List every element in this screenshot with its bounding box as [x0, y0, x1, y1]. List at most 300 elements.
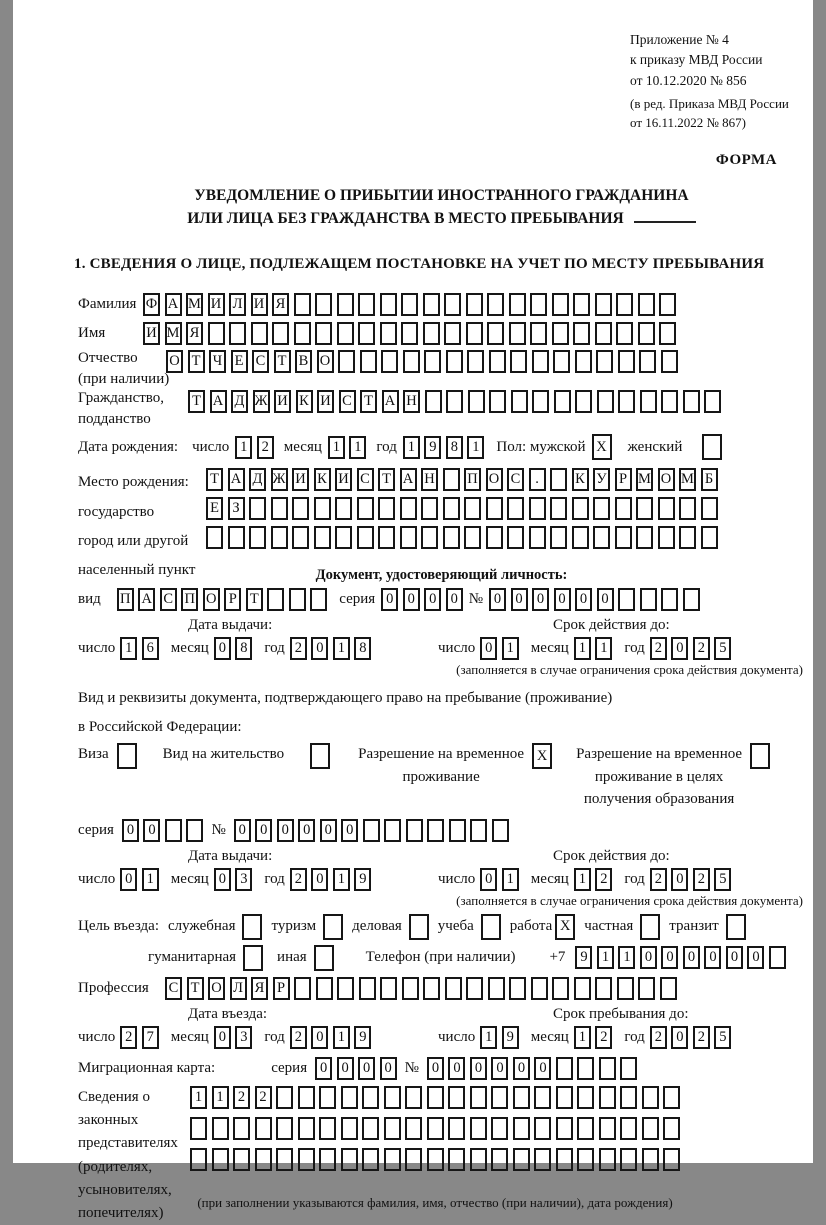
form-cell[interactable] — [190, 1148, 207, 1171]
form-cell[interactable] — [400, 526, 417, 549]
form-cell[interactable] — [660, 977, 677, 1000]
form-cell[interactable]: 9 — [502, 1026, 519, 1049]
form-cell[interactable]: 8 — [354, 637, 371, 660]
form-cell[interactable] — [294, 977, 311, 1000]
form-cell[interactable] — [380, 977, 397, 1000]
form-cell[interactable]: 1 — [480, 1026, 497, 1049]
form-cell[interactable] — [620, 1057, 637, 1080]
form-cell[interactable] — [750, 743, 770, 769]
form-cell[interactable]: 1 — [574, 1026, 591, 1049]
form-cell[interactable] — [487, 293, 504, 316]
form-cell[interactable]: Л — [230, 977, 247, 1000]
form-cell[interactable] — [556, 1148, 573, 1171]
form-cell[interactable]: 0 — [489, 588, 506, 611]
form-cell[interactable] — [464, 526, 481, 549]
form-cell[interactable] — [449, 819, 466, 842]
form-cell[interactable] — [421, 497, 438, 520]
form-cell[interactable] — [298, 1117, 315, 1140]
form-cell[interactable] — [550, 526, 567, 549]
form-cell[interactable] — [642, 1117, 659, 1140]
form-cell[interactable]: Л — [229, 293, 246, 316]
form-cell[interactable] — [620, 1148, 637, 1171]
form-cell[interactable] — [448, 1148, 465, 1171]
form-cell[interactable]: 0 — [214, 868, 231, 891]
form-cell[interactable]: Т — [187, 977, 204, 1000]
form-cell[interactable] — [487, 322, 504, 345]
form-cell[interactable]: 0 — [424, 588, 441, 611]
form-cell[interactable]: 0 — [277, 819, 294, 842]
form-cell[interactable] — [704, 390, 721, 413]
form-cell[interactable]: 0 — [311, 868, 328, 891]
form-cell[interactable] — [531, 977, 548, 1000]
form-cell[interactable] — [532, 350, 549, 373]
form-cell[interactable]: 0 — [511, 588, 528, 611]
form-cell[interactable] — [552, 293, 569, 316]
form-cell[interactable] — [400, 497, 417, 520]
form-cell[interactable]: 2 — [120, 1026, 137, 1049]
form-cell[interactable]: 2 — [693, 868, 710, 891]
form-cell[interactable] — [294, 322, 311, 345]
form-cell[interactable] — [618, 390, 635, 413]
form-cell[interactable] — [405, 1117, 422, 1140]
form-cell[interactable]: 1 — [597, 946, 614, 969]
form-cell[interactable]: 9 — [424, 436, 441, 459]
form-cell[interactable] — [337, 293, 354, 316]
form-cell[interactable]: П — [181, 588, 198, 611]
form-cell[interactable] — [448, 1086, 465, 1109]
form-cell[interactable]: 0 — [480, 868, 497, 891]
form-cell[interactable]: А — [138, 588, 155, 611]
form-cell[interactable] — [405, 1086, 422, 1109]
form-cell[interactable] — [529, 497, 546, 520]
form-cell[interactable] — [599, 1057, 616, 1080]
form-cell[interactable] — [384, 1117, 401, 1140]
form-cell[interactable]: А — [228, 468, 245, 491]
form-cell[interactable] — [276, 1148, 293, 1171]
form-cell[interactable] — [406, 819, 423, 842]
form-cell[interactable] — [289, 588, 306, 611]
form-cell[interactable] — [314, 526, 331, 549]
form-cell[interactable]: . — [529, 468, 546, 491]
form-cell[interactable]: 2 — [693, 637, 710, 660]
form-cell[interactable]: У — [593, 468, 610, 491]
form-cell[interactable] — [489, 350, 506, 373]
form-cell[interactable] — [401, 322, 418, 345]
form-cell[interactable] — [679, 497, 696, 520]
form-cell[interactable]: 0 — [704, 946, 721, 969]
form-cell[interactable] — [310, 743, 330, 769]
form-cell[interactable] — [618, 588, 635, 611]
form-cell[interactable] — [661, 350, 678, 373]
form-cell[interactable] — [298, 1148, 315, 1171]
form-cell[interactable]: 0 — [427, 1057, 444, 1080]
form-cell[interactable]: 5 — [714, 1026, 731, 1049]
form-cell[interactable]: О — [208, 977, 225, 1000]
form-cell[interactable] — [423, 293, 440, 316]
form-cell[interactable]: 2 — [257, 436, 274, 459]
form-cell[interactable] — [186, 819, 203, 842]
form-cell[interactable]: С — [165, 977, 182, 1000]
form-cell[interactable]: З — [228, 497, 245, 520]
form-cell[interactable] — [491, 1148, 508, 1171]
form-cell[interactable] — [488, 977, 505, 1000]
form-cell[interactable]: X — [555, 914, 575, 940]
form-cell[interactable]: И — [317, 390, 334, 413]
form-cell[interactable]: 0 — [683, 946, 700, 969]
form-cell[interactable] — [384, 819, 401, 842]
form-cell[interactable]: С — [252, 350, 269, 373]
form-cell[interactable] — [726, 914, 746, 940]
form-cell[interactable]: 1 — [574, 637, 591, 660]
form-cell[interactable]: Д — [231, 390, 248, 413]
form-cell[interactable]: 0 — [726, 946, 743, 969]
form-cell[interactable]: 0 — [214, 637, 231, 660]
form-cell[interactable] — [481, 914, 501, 940]
form-cell[interactable] — [529, 526, 546, 549]
form-cell[interactable] — [513, 1086, 530, 1109]
form-cell[interactable] — [661, 588, 678, 611]
form-cell[interactable] — [233, 1117, 250, 1140]
form-cell[interactable] — [552, 322, 569, 345]
form-cell[interactable] — [323, 914, 343, 940]
form-cell[interactable] — [492, 819, 509, 842]
form-cell[interactable] — [572, 526, 589, 549]
form-cell[interactable] — [468, 390, 485, 413]
form-cell[interactable] — [617, 977, 634, 1000]
form-cell[interactable] — [683, 390, 700, 413]
form-cell[interactable] — [769, 946, 786, 969]
form-cell[interactable] — [513, 1148, 530, 1171]
form-cell[interactable] — [534, 1117, 551, 1140]
form-cell[interactable] — [271, 497, 288, 520]
form-cell[interactable]: И — [143, 322, 160, 345]
form-cell[interactable] — [552, 977, 569, 1000]
form-cell[interactable]: 0 — [214, 1026, 231, 1049]
form-cell[interactable] — [276, 1117, 293, 1140]
form-cell[interactable]: 3 — [235, 868, 252, 891]
form-cell[interactable] — [491, 1117, 508, 1140]
form-cell[interactable] — [315, 322, 332, 345]
form-cell[interactable] — [510, 350, 527, 373]
form-cell[interactable] — [534, 1148, 551, 1171]
form-cell[interactable]: С — [339, 390, 356, 413]
form-cell[interactable]: Е — [231, 350, 248, 373]
form-cell[interactable]: М — [636, 468, 653, 491]
form-cell[interactable]: 5 — [714, 868, 731, 891]
form-cell[interactable] — [599, 1086, 616, 1109]
form-cell[interactable] — [229, 322, 246, 345]
form-cell[interactable] — [466, 293, 483, 316]
form-cell[interactable] — [310, 588, 327, 611]
form-cell[interactable] — [359, 977, 376, 1000]
form-cell[interactable]: 0 — [671, 868, 688, 891]
form-cell[interactable]: И — [292, 468, 309, 491]
form-cell[interactable] — [599, 1117, 616, 1140]
form-cell[interactable] — [402, 977, 419, 1000]
form-cell[interactable] — [577, 1057, 594, 1080]
form-cell[interactable] — [341, 1086, 358, 1109]
form-cell[interactable]: 0 — [470, 1057, 487, 1080]
form-cell[interactable] — [658, 497, 675, 520]
form-cell[interactable] — [513, 1117, 530, 1140]
form-cell[interactable] — [595, 977, 612, 1000]
form-cell[interactable]: 0 — [358, 1057, 375, 1080]
form-cell[interactable]: 1 — [574, 868, 591, 891]
form-cell[interactable]: 1 — [333, 868, 350, 891]
form-cell[interactable]: 0 — [554, 588, 571, 611]
form-cell[interactable]: 0 — [534, 1057, 551, 1080]
form-cell[interactable] — [507, 497, 524, 520]
form-cell[interactable] — [470, 1148, 487, 1171]
form-cell[interactable] — [464, 497, 481, 520]
form-cell[interactable]: 0 — [122, 819, 139, 842]
form-cell[interactable] — [255, 1148, 272, 1171]
form-cell[interactable] — [357, 526, 374, 549]
form-cell[interactable] — [595, 293, 612, 316]
form-cell[interactable] — [443, 497, 460, 520]
form-cell[interactable]: 1 — [403, 436, 420, 459]
form-cell[interactable] — [640, 390, 657, 413]
form-cell[interactable] — [358, 293, 375, 316]
form-cell[interactable]: К — [572, 468, 589, 491]
form-cell[interactable]: 2 — [595, 868, 612, 891]
form-cell[interactable] — [362, 1117, 379, 1140]
form-cell[interactable] — [427, 1117, 444, 1140]
form-cell[interactable] — [267, 588, 284, 611]
form-cell[interactable] — [507, 526, 524, 549]
form-cell[interactable]: 0 — [480, 637, 497, 660]
form-cell[interactable] — [554, 390, 571, 413]
form-cell[interactable]: 2 — [290, 637, 307, 660]
form-cell[interactable] — [573, 322, 590, 345]
form-cell[interactable]: И — [335, 468, 352, 491]
form-cell[interactable] — [530, 322, 547, 345]
form-cell[interactable] — [573, 293, 590, 316]
form-cell[interactable] — [401, 293, 418, 316]
form-cell[interactable] — [314, 945, 334, 971]
form-cell[interactable]: 1 — [333, 1026, 350, 1049]
form-cell[interactable]: 7 — [142, 1026, 159, 1049]
form-cell[interactable]: 0 — [671, 637, 688, 660]
form-cell[interactable] — [319, 1148, 336, 1171]
form-cell[interactable]: 0 — [747, 946, 764, 969]
form-cell[interactable] — [577, 1148, 594, 1171]
form-cell[interactable]: 0 — [311, 637, 328, 660]
form-cell[interactable] — [556, 1086, 573, 1109]
form-cell[interactable] — [425, 390, 442, 413]
form-cell[interactable]: С — [507, 468, 524, 491]
form-cell[interactable]: 1 — [467, 436, 484, 459]
form-cell[interactable] — [639, 350, 656, 373]
form-cell[interactable]: И — [251, 293, 268, 316]
form-cell[interactable]: А — [210, 390, 227, 413]
form-cell[interactable]: 8 — [235, 637, 252, 660]
form-cell[interactable]: 1 — [333, 637, 350, 660]
form-cell[interactable] — [314, 497, 331, 520]
form-cell[interactable]: А — [382, 390, 399, 413]
form-cell[interactable]: 2 — [290, 1026, 307, 1049]
form-cell[interactable] — [251, 322, 268, 345]
form-cell[interactable]: 0 — [298, 819, 315, 842]
form-cell[interactable]: И — [274, 390, 291, 413]
form-cell[interactable]: 2 — [595, 1026, 612, 1049]
form-cell[interactable]: 0 — [311, 1026, 328, 1049]
form-cell[interactable] — [640, 914, 660, 940]
form-cell[interactable] — [228, 526, 245, 549]
form-cell[interactable]: 9 — [354, 1026, 371, 1049]
form-cell[interactable] — [337, 322, 354, 345]
form-cell[interactable]: 6 — [142, 637, 159, 660]
form-cell[interactable]: А — [400, 468, 417, 491]
form-cell[interactable] — [292, 526, 309, 549]
form-cell[interactable]: Т — [246, 588, 263, 611]
form-cell[interactable] — [357, 497, 374, 520]
form-cell[interactable] — [642, 1148, 659, 1171]
form-cell[interactable]: 2 — [650, 1026, 667, 1049]
form-cell[interactable]: 0 — [575, 588, 592, 611]
form-cell[interactable]: 0 — [255, 819, 272, 842]
form-cell[interactable]: 1 — [235, 436, 252, 459]
form-cell[interactable] — [658, 526, 675, 549]
form-cell[interactable] — [380, 293, 397, 316]
form-cell[interactable] — [424, 350, 441, 373]
form-cell[interactable]: Т — [206, 468, 223, 491]
form-cell[interactable] — [679, 526, 696, 549]
form-cell[interactable]: Т — [188, 350, 205, 373]
form-cell[interactable]: 2 — [650, 637, 667, 660]
form-cell[interactable] — [701, 526, 718, 549]
form-cell[interactable]: С — [160, 588, 177, 611]
form-cell[interactable]: 0 — [234, 819, 251, 842]
form-cell[interactable] — [427, 819, 444, 842]
form-cell[interactable] — [532, 390, 549, 413]
form-cell[interactable] — [509, 977, 526, 1000]
form-cell[interactable]: И — [208, 293, 225, 316]
form-cell[interactable] — [337, 977, 354, 1000]
form-cell[interactable] — [511, 390, 528, 413]
form-cell[interactable] — [249, 526, 266, 549]
form-cell[interactable]: Е — [206, 497, 223, 520]
form-cell[interactable] — [255, 1117, 272, 1140]
form-cell[interactable] — [206, 526, 223, 549]
form-cell[interactable]: 5 — [714, 637, 731, 660]
form-cell[interactable] — [577, 1117, 594, 1140]
form-cell[interactable] — [486, 526, 503, 549]
form-cell[interactable] — [294, 293, 311, 316]
form-cell[interactable] — [444, 293, 461, 316]
form-cell[interactable] — [319, 1086, 336, 1109]
form-cell[interactable] — [620, 1117, 637, 1140]
form-cell[interactable] — [212, 1148, 229, 1171]
form-cell[interactable] — [363, 819, 380, 842]
form-cell[interactable]: О — [317, 350, 334, 373]
form-cell[interactable] — [615, 497, 632, 520]
form-cell[interactable] — [593, 497, 610, 520]
form-cell[interactable] — [577, 1086, 594, 1109]
form-cell[interactable] — [448, 1117, 465, 1140]
form-cell[interactable] — [470, 1117, 487, 1140]
form-cell[interactable] — [362, 1148, 379, 1171]
form-cell[interactable]: 1 — [349, 436, 366, 459]
form-cell[interactable]: М — [186, 293, 203, 316]
form-cell[interactable] — [443, 526, 460, 549]
form-cell[interactable] — [341, 1148, 358, 1171]
form-cell[interactable]: Р — [273, 977, 290, 1000]
form-cell[interactable] — [427, 1148, 444, 1171]
form-cell[interactable]: X — [592, 434, 612, 460]
form-cell[interactable]: 1 — [502, 868, 519, 891]
form-cell[interactable]: 1 — [328, 436, 345, 459]
form-cell[interactable] — [249, 497, 266, 520]
form-cell[interactable] — [642, 1086, 659, 1109]
form-cell[interactable] — [446, 390, 463, 413]
form-cell[interactable]: 0 — [143, 819, 160, 842]
form-cell[interactable]: 0 — [491, 1057, 508, 1080]
form-cell[interactable] — [380, 322, 397, 345]
form-cell[interactable] — [212, 1117, 229, 1140]
form-cell[interactable] — [638, 322, 655, 345]
form-cell[interactable]: 0 — [532, 588, 549, 611]
form-cell[interactable] — [596, 350, 613, 373]
form-cell[interactable] — [663, 1148, 680, 1171]
form-cell[interactable]: 1 — [212, 1086, 229, 1109]
form-cell[interactable] — [616, 293, 633, 316]
form-cell[interactable] — [470, 1086, 487, 1109]
form-cell[interactable] — [405, 1148, 422, 1171]
form-cell[interactable] — [575, 390, 592, 413]
form-cell[interactable] — [556, 1117, 573, 1140]
form-cell[interactable] — [638, 293, 655, 316]
form-cell[interactable]: 1 — [618, 946, 635, 969]
form-cell[interactable] — [467, 350, 484, 373]
form-cell[interactable]: X — [532, 743, 552, 769]
form-cell[interactable] — [618, 350, 635, 373]
form-cell[interactable]: Б — [701, 468, 718, 491]
form-cell[interactable]: О — [486, 468, 503, 491]
form-cell[interactable] — [445, 977, 462, 1000]
form-cell[interactable] — [638, 977, 655, 1000]
form-cell[interactable] — [335, 526, 352, 549]
form-cell[interactable] — [530, 293, 547, 316]
form-cell[interactable] — [319, 1117, 336, 1140]
form-cell[interactable]: 0 — [597, 588, 614, 611]
form-cell[interactable]: О — [658, 468, 675, 491]
form-cell[interactable] — [534, 1086, 551, 1109]
form-cell[interactable] — [597, 390, 614, 413]
form-cell[interactable]: 0 — [448, 1057, 465, 1080]
form-cell[interactable]: 0 — [640, 946, 657, 969]
form-cell[interactable] — [360, 350, 377, 373]
form-cell[interactable] — [466, 322, 483, 345]
form-cell[interactable]: Я — [186, 322, 203, 345]
form-cell[interactable]: 1 — [502, 637, 519, 660]
form-cell[interactable]: Т — [378, 468, 395, 491]
form-cell[interactable]: К — [314, 468, 331, 491]
form-cell[interactable] — [384, 1148, 401, 1171]
form-cell[interactable] — [593, 526, 610, 549]
form-cell[interactable] — [701, 497, 718, 520]
form-cell[interactable] — [423, 977, 440, 1000]
form-cell[interactable]: 2 — [233, 1086, 250, 1109]
form-cell[interactable] — [550, 468, 567, 491]
form-cell[interactable] — [427, 1086, 444, 1109]
form-cell[interactable]: Р — [224, 588, 241, 611]
form-cell[interactable] — [378, 526, 395, 549]
form-cell[interactable] — [409, 914, 429, 940]
form-cell[interactable] — [574, 977, 591, 1000]
form-cell[interactable]: 1 — [595, 637, 612, 660]
form-cell[interactable] — [242, 914, 262, 940]
